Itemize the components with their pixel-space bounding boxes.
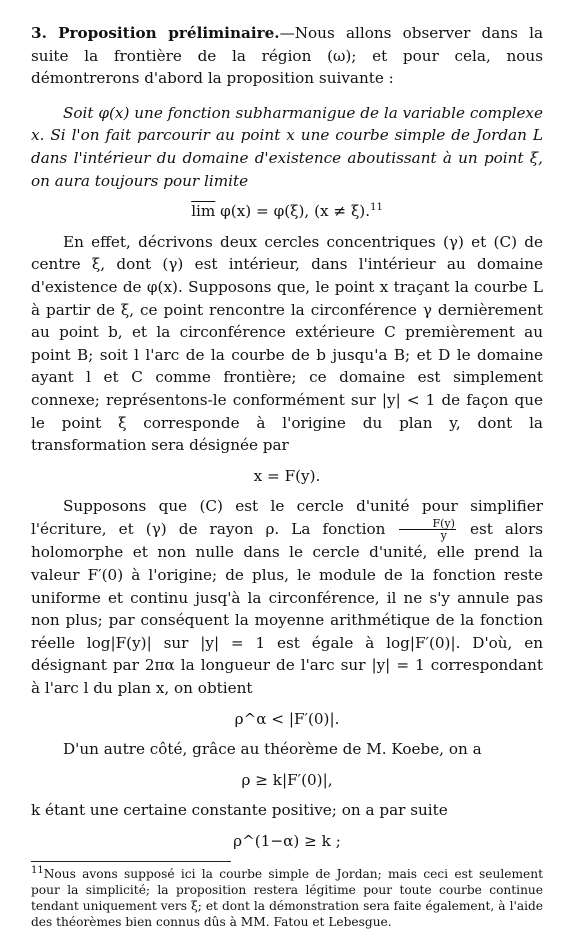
footnote (31, 866, 543, 930)
limit-expression: φ(x) = φ(ξ), (x ≠ ξ). (215, 202, 371, 221)
transform-equation: x = F(y). (253, 466, 321, 485)
inequality-1: ρ^α < |F′(0)|. (234, 709, 340, 728)
section-number: 3. (31, 24, 47, 42)
inequality-3: ρ^(1−α) ≥ k ; (233, 831, 341, 850)
limit-equation (31, 200, 543, 223)
paragraph-2-part-a: Supposons que (C) est le cercle d'unité pour simplifier l'écriture, et (γ) de rayon ρ. La fonction (31, 497, 543, 538)
fraction (399, 518, 455, 541)
page (31, 22, 543, 930)
footnote-divider (31, 861, 231, 862)
paragraph-3: D'un autre côté, grâce au théorème de M. Koebe, on a (63, 740, 482, 759)
section-paragraph (31, 22, 543, 90)
footnote-text: Nous avons supposé ici la courbe simple de Jordan; mais ceci est seulement pour la simplicité; la proposition restera légitime pour toute courbe continue tendant uniquement vers ξ; et dont la démonstration sera faite également, à l'aide des théorèmes bien connus dûs à MM. Fatou et Lebesgue. (31, 866, 543, 929)
section-intro: —Nous allons observer dans la suite la frontière de la région (ω); et pour cela, nous démontrerons d'abord la proposition suivante : (31, 24, 544, 88)
limit-operator: $\overline{lim}$ (191, 202, 216, 221)
footnote-ref: 11 (370, 202, 383, 214)
paragraph-2-part-b: est alors holomorphe et non nulle dans le cercle d'unité, elle prend la valeur F′(0) à l'origine; de plus, le module de la fonction reste uniforme et continu jusq'à la circonférence, il ne s'y annule pas non plus; par conséquent la moyenne arithmétique de la fonction réelle log|F(y)| sur |y| = 1 est égale à log|F′(0)|. D'où, en désignant par 2πα la longueur de l'arc sur |y| = 1 correspondant à l'arc l du plan x, on obtient (31, 519, 544, 697)
paragraph-2 (31, 495, 543, 699)
section-title: Proposition préliminaire. (58, 24, 280, 42)
proposition-text: Soit φ(x) une fonction subharmanigue de la variable complexe x. Si l'on fait parcourir au point x une courbe simple de Jordan L dans l'intérieur du domaine d'existence aboutissant à un point ξ, on aura toujours pour limite (31, 103, 543, 190)
fraction-numerator: F(y) (399, 518, 455, 530)
paragraph-4: k étant une certaine constante positive; on a par suite (31, 801, 448, 820)
paragraph-1: En effet, décrivons deux cercles concentriques (γ) et (C) de centre ξ, dont (γ) est intérieur, dans l'intérieur au domaine d'existence de φ(x). Supposons que, le point x traçant la courbe L à partir de ξ, ce point rencontre la circonférence γ dernièrement au point b, et la circonférence extérieure C premièrement au point B; soit l l'arc de la courbe de b jusqu'a B; et D le domaine ayant l et C comme frontière; ce domaine est simplement connexe; représentons-le conformément sur |y| < 1 de façon que le point ξ corresponde à l'origine du plan y, dont la transformation sera désignée par (31, 232, 543, 455)
footnote-mark: 11 (31, 864, 44, 876)
fraction-denominator: y (440, 529, 447, 543)
inequality-2: ρ ≥ k|F′(0)|, (241, 770, 333, 789)
